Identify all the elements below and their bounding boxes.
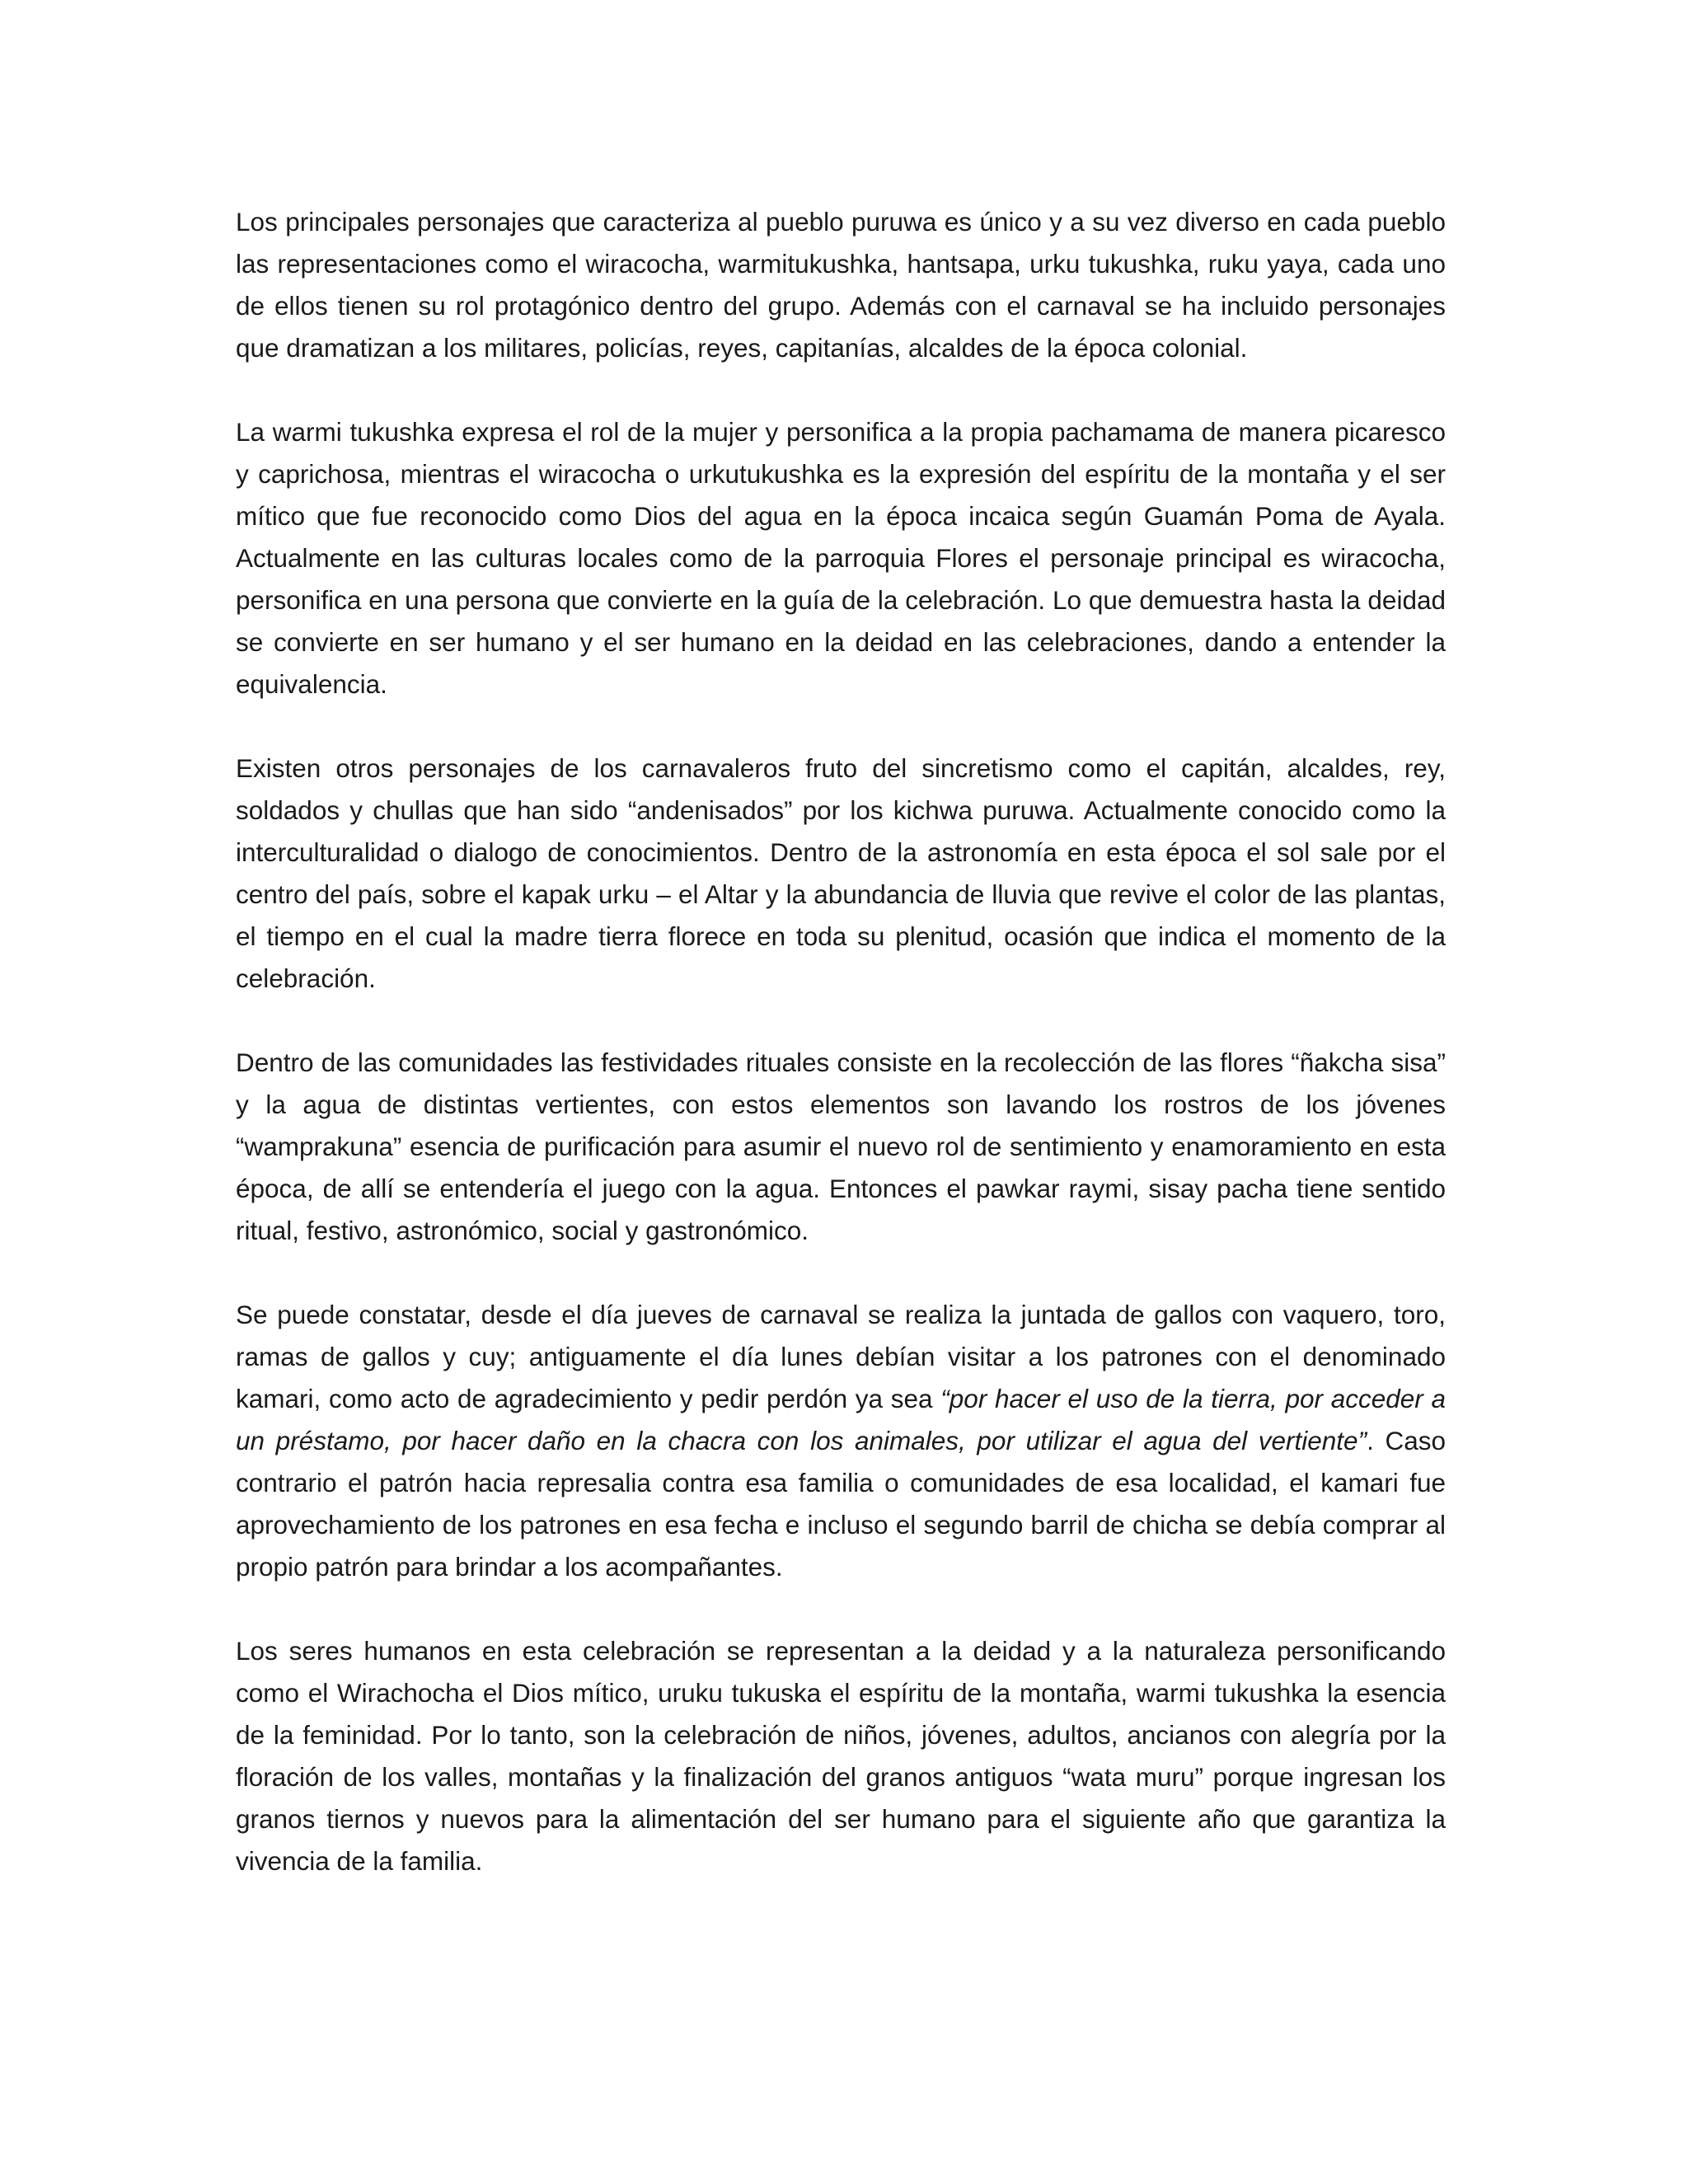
- paragraph-kamari-quote: “por hacer el uso de la tierra, por acceder a un préstamo, por hacer daño en la chacra con los animales, por utilizar el agua del vertiente”: [236, 1384, 1446, 1455]
- paragraph-kamari: [236, 1294, 1446, 1588]
- paragraph-warmi-tukushka: La warmi tukushka expresa el rol de la mujer y personifica a la propia pachamama de manera picaresco y caprichosa, mientras el wiracocha o urkutukushka es la expresión del espíritu de la montaña y el ser mítico que fue reconocido como Dios del agua en la época incaica según Guamán Poma de Ayala. Actualmente en las culturas locales como de la parroquia Flores el personaje principal es wiracocha, personifica en una persona que convierte en la guía de la celebración. Lo que demuestra hasta la deidad se convierte en ser humano y el ser humano en la deidad en las celebraciones, dando a entender la equivalencia.: [236, 417, 1446, 699]
- paragraph-personajes: Los principales personajes que caracteriza al pueblo puruwa es único y a su vez diverso en cada pueblo las representaciones como el wiracocha, warmitukushka, hantsapa, urku tukushka, ruku yaya, cada uno de ellos tienen su rol protagónico dentro del grupo. Además con el carnaval se ha incluido personajes que dramatizan a los militares, policías, reyes, capitanías, alcaldes de la época colonial.: [236, 207, 1446, 363]
- paragraph-comunidades: Dentro de las comunidades las festividades rituales consiste en la recolección de las flores “ñakcha sisa” y la agua de distintas vertientes, con estos elementos son lavando los rostros de los jóvenes “wamprakuna” esencia de purificación para asumir el nuevo rol de sentimiento y enamoramiento en esta época, de allí se entendería el juego con la agua. Entonces el pawkar raymi, sisay pacha tiene sentido ritual, festivo, astronómico, social y gastronómico.: [236, 1047, 1446, 1245]
- paragraph-seres-humanos: Los seres humanos en esta celebración se representan a la deidad y a la naturaleza personificando como el Wirachocha el Dios mítico, uruku tukuska el espíritu de la montaña, warmi tukushka la esencia de la feminidad. Por lo tanto, son la celebración de niños, jóvenes, adultos, ancianos con alegría por la floración de los valles, montañas y la finalización del granos antiguos “wata muru” porque ingresan los granos tiernos y nuevos para la alimentación del ser humano para el siguiente año que garantiza la vivencia de la familia.: [236, 1636, 1446, 1876]
- document-body: [236, 201, 1446, 1882]
- paragraph-sincretismo: Existen otros personajes de los carnavaleros fruto del sincretismo como el capitán, alcaldes, rey, soldados y chullas que han sido “andenisados” por los kichwa puruwa. Actualmente conocido como la interculturalidad o dialogo de conocimientos. Dentro de la astronomía en esta época el sol sale por el centro del país, sobre el kapak urku – el Altar y la abundancia de lluvia que revive el color de las plantas, el tiempo en el cual la madre tierra florece en toda su plenitud, ocasión que indica el momento de la celebración.: [236, 753, 1446, 993]
- paragraph-kamari-before: Se puede constatar, desde el día jueves de carnaval se realiza la juntada de gallos con vaquero, toro, ramas de gallos y cuy; antiguamente el día lunes debían visitar a los patrones con el denominado kamari, como acto de agradecimiento y pedir perdón ya sea: [236, 1300, 1446, 1413]
- paragraph-kamari-after: . Caso contrario el patrón hacia represalia contra esa familia o comunidades de esa localidad, el kamari fue aprovechamiento de los patrones en esa fecha e incluso el segundo barril de chicha se debía comprar al propio patrón para brindar a los acompañantes.: [236, 1426, 1446, 1582]
